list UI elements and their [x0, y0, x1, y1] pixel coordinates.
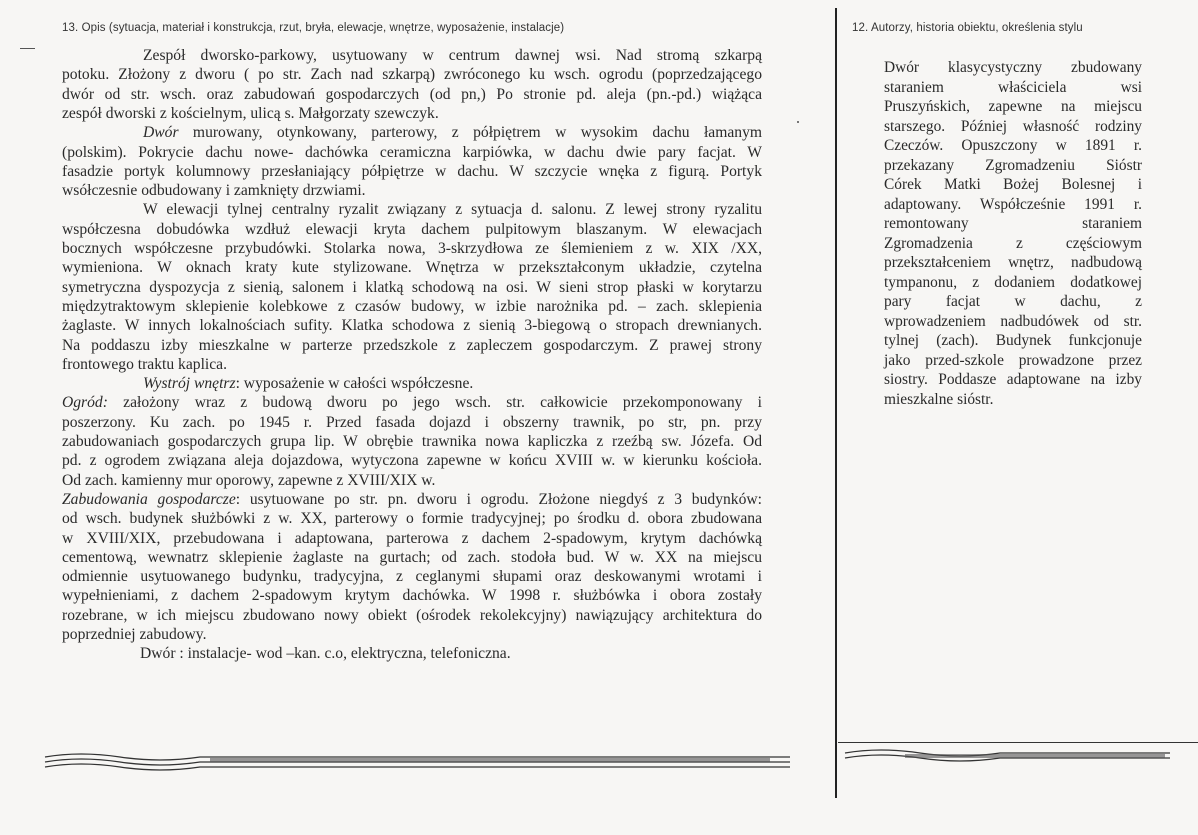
- line-text: cementową, wewnatrz sklepienie żaglaste na gurtach; od zach. stodoła bud. W w. XX na miejscu: [62, 548, 762, 566]
- line-text: odmiennie usytuowanego budynku, tradycyjna, z ceglanymi słupami oraz deskowanymi wrotami i: [62, 568, 762, 586]
- line-text: współczesna dobudówka wzdłuż elewacji kryta dachem pulpitowym blaszanym. W elewacjach: [62, 220, 762, 238]
- line-text: Dwór : instalacje- wod –kan. c.o, elektryczna, telefoniczna.: [140, 645, 511, 663]
- text-line: przekazany Zgromadzeniu Sióstr: [884, 156, 1142, 174]
- scan-speck: [797, 121, 799, 123]
- text-line: Dwór klasycystyczny zbudowany: [884, 59, 1142, 76]
- text-line: tympanonu, z dodaniem dodatkowej: [884, 273, 1142, 291]
- line-text: od wsch. budynek służbówki z w. XX, parterowy o formie tradycyjnej; po środku d. obora zbudowana: [62, 510, 762, 528]
- line-text: bocznych współczesne przybudówki. Stolarka nowa, 3-skrzydłowa ze ślemieniem z w. XIX /XX,: [62, 240, 762, 257]
- line-text: : wyposażenie w całości współczesne.: [235, 375, 474, 393]
- text-line: Córek Matki Bożej Bolesnej i: [884, 176, 1142, 193]
- text-line: Czeczów. Opuszczony w 1891 r.: [884, 137, 1142, 154]
- text-line: [62, 490, 762, 509]
- italic-term: Zabudowania gospodarcze: [62, 490, 236, 508]
- mirrored-text-2: [905, 754, 1165, 758]
- section-13-heading: 13. Opis (sytuacja, materiał i konstrukcja, rzut, bryła, elewacje, wnętrze, wyposażenie, instalacje): [62, 22, 565, 34]
- text-line: [62, 586, 762, 605]
- text-line: [62, 567, 762, 586]
- line-text: fasadzie portyk kolumnowy przesłaniający półpiętrze w dachu. W szczycie wnęka z figurą. Portyk: [62, 162, 762, 180]
- line-text: Zespół dworsko-parkowy, usytuowany w centrum dawnej wsi. Nad stromą szkarpą: [143, 47, 762, 64]
- text-line: [62, 509, 762, 528]
- line-text: zespół dworski z kościelnym, ulicą s. Małgorzaty szewczyk.: [62, 104, 439, 122]
- line-text: poprzedniej zabudowy.: [62, 626, 207, 643]
- text-line: remontowany staraniem: [884, 215, 1142, 232]
- line-text: rozebrane, w ich miejscu zbudowano nowy obiekt (ośrodek rekolekcyjny) nawiązujący architektura do: [62, 606, 762, 624]
- line-text: międzytraktowym sklepienie kolebkowe z czasów budowy, w izbie narożnika pd. – zach. sklepienia: [62, 297, 762, 315]
- text-line: [62, 278, 762, 297]
- text-line: [62, 471, 762, 490]
- line-text: wymieniona. W oknach kraty kute stylizowane. Wnętrza w przekształconym układzie, czytelna: [62, 259, 762, 277]
- text-line: [62, 65, 762, 84]
- text-line: [140, 644, 762, 663]
- text-line: [62, 297, 762, 316]
- line-text: w XVIII/XIX, przebudowana i adaptowana, parterowa z dachem 2-spadowym, krytym dachówką: [62, 529, 762, 547]
- text-line: Zgromadzenia z częściowym: [884, 234, 1142, 252]
- text-line: [62, 606, 762, 625]
- line-text: wsółczesnie odbudowany i zamknięty drzwiami.: [62, 182, 366, 200]
- text-line: [62, 336, 762, 355]
- text-line: [62, 432, 762, 451]
- line-text: założony wraz z budową dworu po jego wsch. str. całkowicie przekomponowany i: [107, 394, 762, 412]
- line-text: symetryczna dyspozycja z sienią, salonem i klatką schodową na osi. W sieni strop płaski w korytarzu: [62, 278, 762, 296]
- line-text: frontowego traktu kaplica.: [62, 355, 227, 373]
- italic-term: Wystrój wnętrz: [143, 375, 236, 393]
- line-text: (polskim). Pokrycie dachu nowe- dachówka ceramiczna karpiówka, w dachu dwie pary facjat. W: [62, 143, 762, 161]
- text-line: pary facjat w dachu, z: [884, 293, 1142, 310]
- text-line: [62, 355, 762, 374]
- line-text: pd. z ogrodem związana aleja dojazdowa, wytyczona zapewne w końcu XVIII w. w kierunku kościoła.: [62, 452, 762, 470]
- text-line: [62, 316, 762, 335]
- bleed-through-lines: [0, 745, 1198, 785]
- text-line: [62, 529, 762, 548]
- text-line: [62, 162, 762, 181]
- text-line: [62, 239, 762, 258]
- line-text: zabudowaniach gospodarczych grupa lip. W obrębie trawnika nowa kapliczka z rzeźbą sw. Józefa. Od: [62, 433, 762, 450]
- text-line: Pruszyńskich, zapewne na miejscu: [884, 98, 1142, 115]
- text-line: [62, 220, 762, 239]
- text-line: [143, 46, 762, 65]
- text-line: [62, 451, 762, 470]
- text-line: [62, 181, 762, 200]
- text-line: [62, 143, 762, 162]
- line-text: murowany, otynkowany, parterowy, z półpiętrem w wysokim dachu łamanym: [178, 124, 762, 142]
- text-line: tylnej (zach). Budynek funkcjonuje: [884, 332, 1142, 349]
- text-line: jako przed-szkole prowadzone przez: [884, 351, 1142, 369]
- text-line: [62, 85, 762, 104]
- line-text: W elewacji tylnej centralny ryzalit związany z sytuacja d. salonu. Z lewej strony ryzalitu: [143, 201, 762, 219]
- line-text: Od zach. kamienny mur oporowy, zapewne z XVIII/XIX w.: [62, 471, 436, 489]
- section-12-heading: 12. Autorzy, historia obiektu, określenia stylu: [852, 22, 1083, 34]
- text-line: siostry. Poddasze adaptowane na izby: [884, 371, 1142, 388]
- text-line: [62, 625, 762, 644]
- line-text: dwór od str. wsch. oraz zabudowań gospodarczych (od pn,) Po stronie pd. aleja (pn.-pd.) wiążąca: [62, 85, 762, 103]
- mirrored-text-1: [210, 758, 770, 762]
- scan-mark: [20, 48, 35, 49]
- line-text: : usytuowane po str. pn. dworu i ogrodu. Złożone niegdyś z 3 budynków:: [235, 490, 762, 508]
- line-text: Na poddaszu izby mieszkalne w parterze przedszkole z zapleczem gospodarczym. Z prawej strony: [62, 336, 762, 354]
- text-line: [62, 393, 762, 412]
- italic-term: Dwór: [143, 124, 179, 142]
- text-line: [143, 374, 762, 393]
- text-line: wprowadzeniem nadbudówek od str.: [884, 312, 1142, 330]
- text-line: [62, 104, 762, 123]
- text-line: [143, 200, 762, 219]
- text-line: starszego. Później własność rodziny: [884, 117, 1142, 135]
- line-text: poszerzony. Ku zach. po 1945 r. Przed fasada dojazd i obszerny trawnik, po str, pn. przy: [62, 413, 762, 431]
- line-text: potoku. Złożony z dworu ( po str. Zach nad szkarpą) zwróconego ku wsch. ogrodu (poprzedzającego: [62, 66, 762, 84]
- line-text: żaglaste. W innych lokalnościach sufity. Klatka schodowa z sienią 3-biegową o stropach drewnianych.: [62, 317, 762, 335]
- column-divider: [835, 8, 837, 798]
- bottom-rule: [838, 742, 1198, 743]
- text-line: adaptowany. Współcześnie 1991 r.: [884, 195, 1142, 213]
- text-line: [143, 123, 762, 142]
- text-line: staraniem właściciela wsi: [884, 78, 1142, 96]
- text-line: mieszkalne sióstr.: [884, 390, 994, 408]
- text-line: [62, 413, 762, 432]
- text-line: przekształceniem wnętrz, nadbudową: [884, 254, 1142, 271]
- italic-term: Ogród:: [62, 394, 108, 412]
- line-text: wypełnieniami, z dachem 2-spadowym krytym dachówka. W 1998 r. służbówka i obora zostały: [62, 587, 762, 605]
- text-line: [62, 548, 762, 567]
- text-line: [62, 258, 762, 277]
